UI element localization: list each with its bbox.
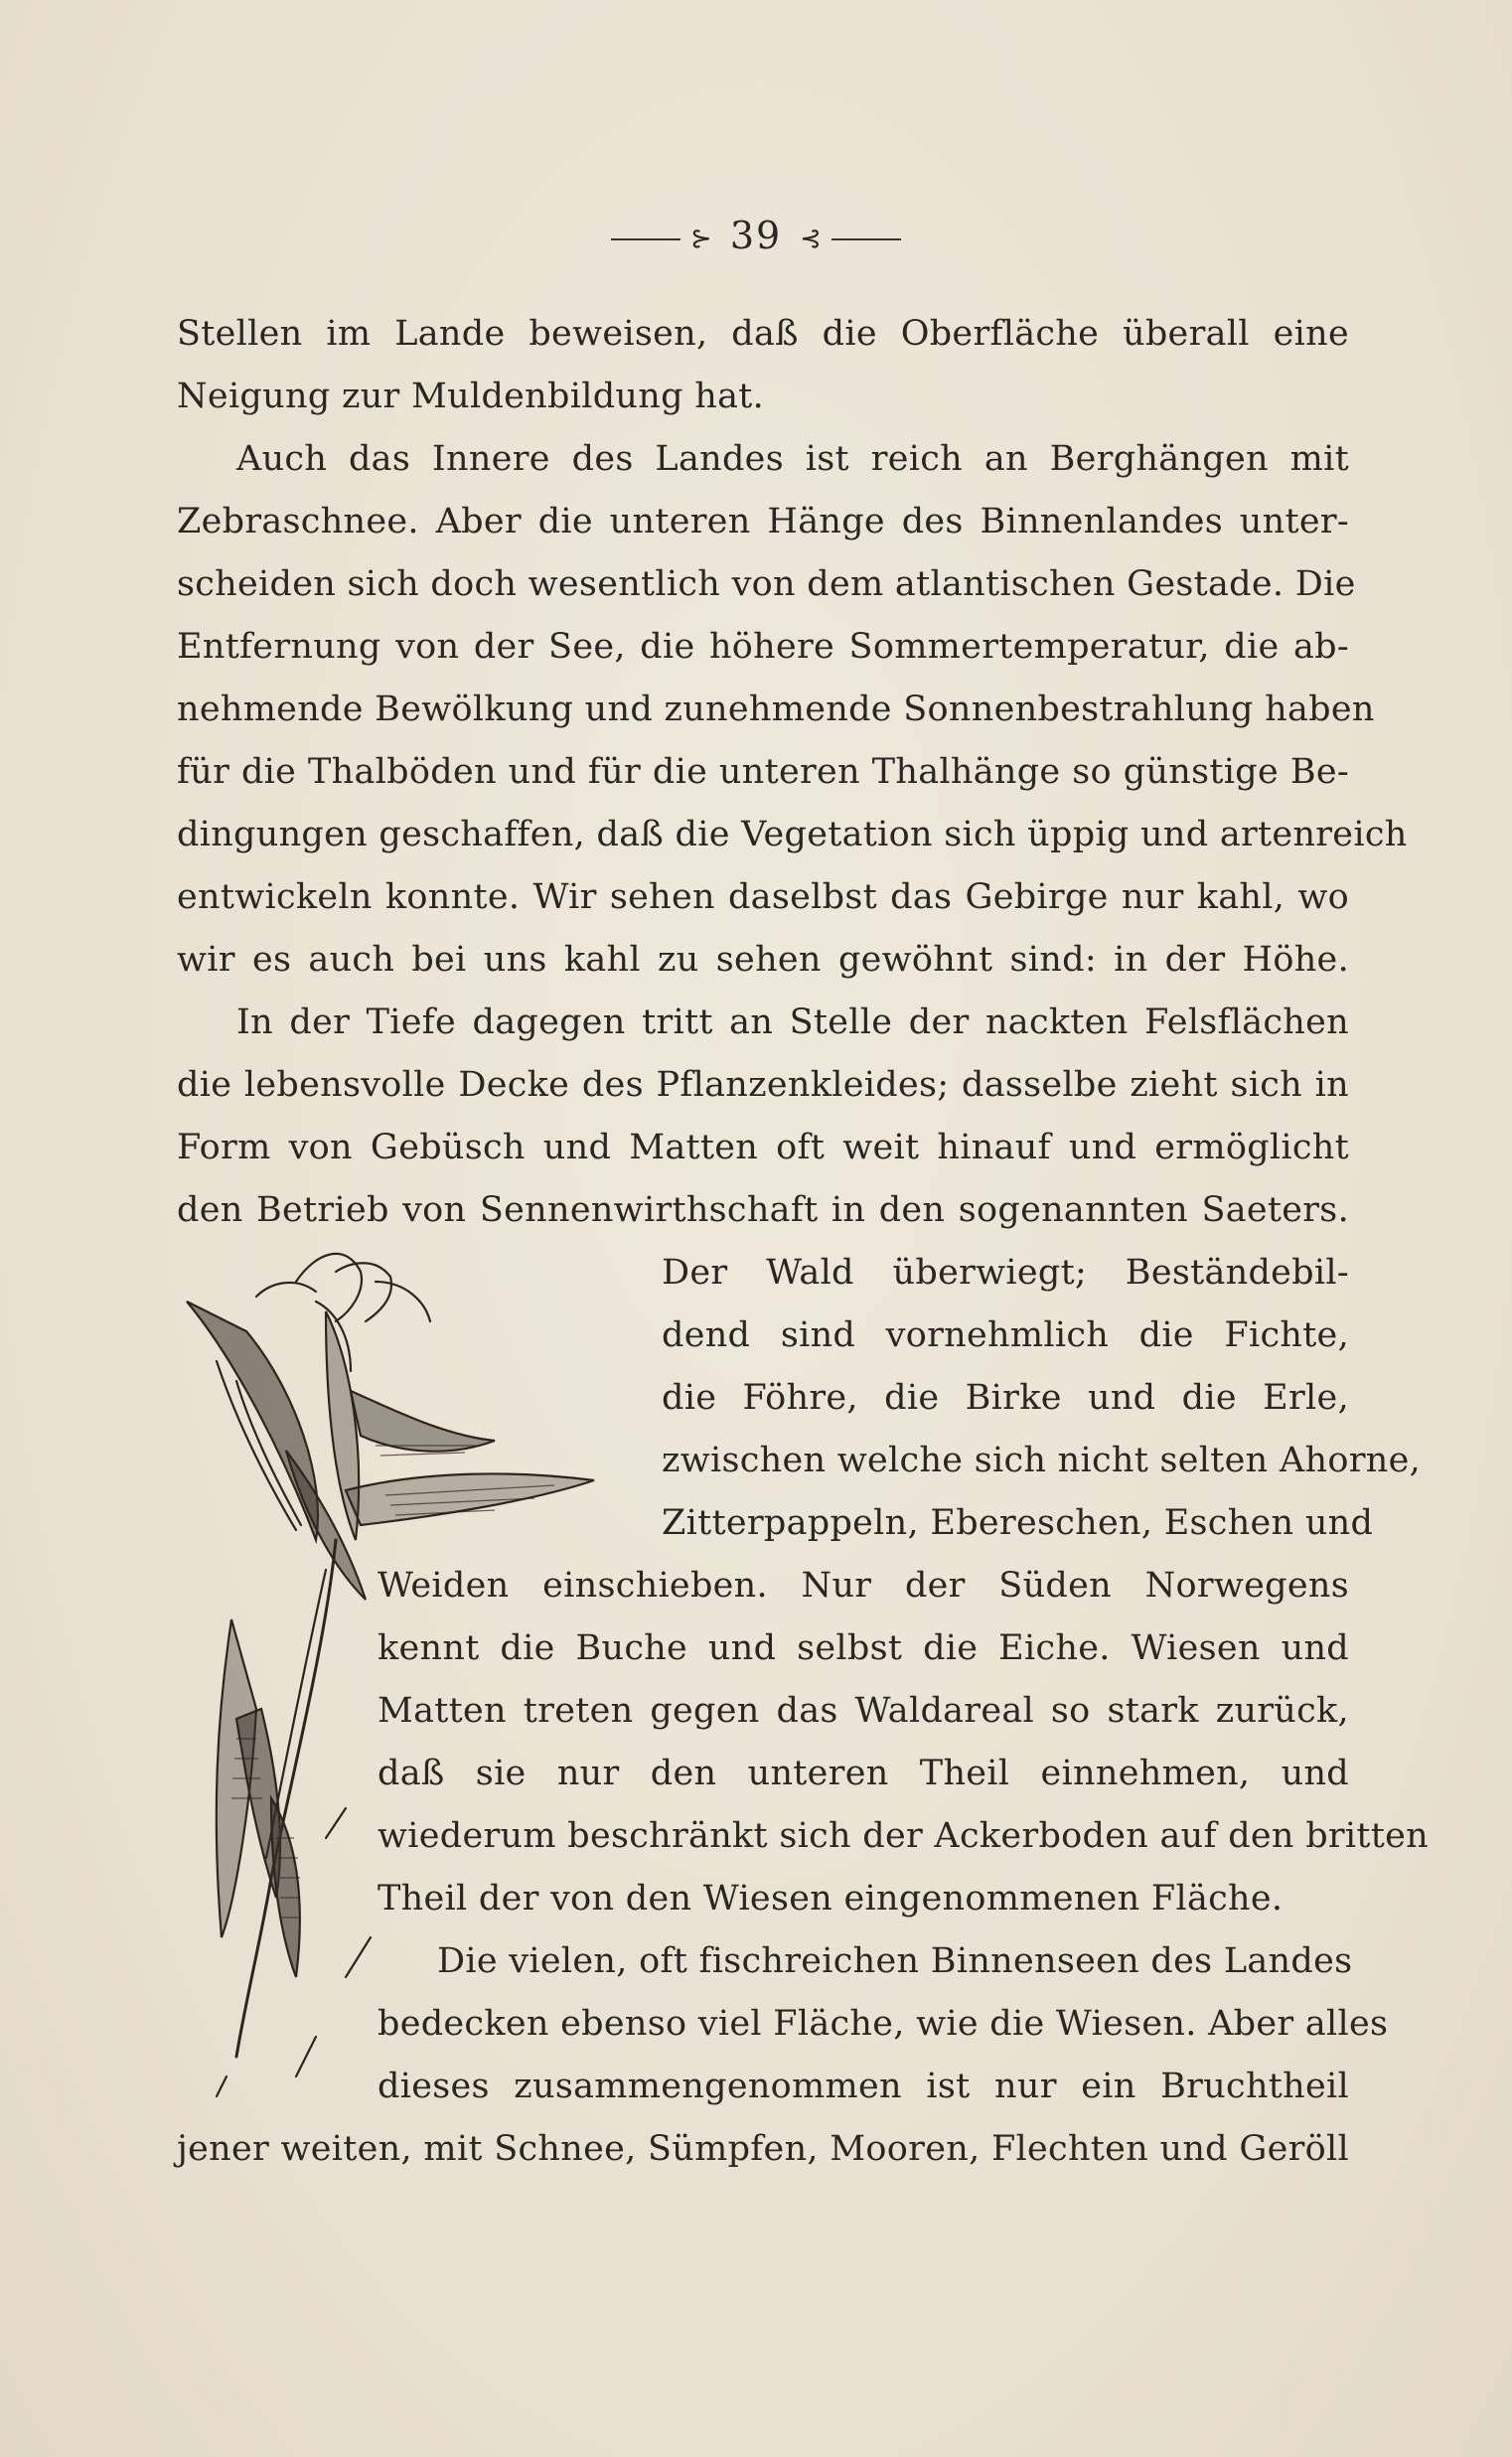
text-line: Auch das Innere des Landes ist reich an Berghängen mit <box>236 439 1349 479</box>
ornament-left-icon: ⊱ <box>690 224 712 254</box>
text-line: nehmende Bewölkung und zunehmende Sonnenbestrahlung haben <box>177 690 1375 729</box>
text-line: Die vielen, oft fischreichen Binnenseen des Landes <box>437 1941 1353 1981</box>
text-line: dend sind vornehmlich die Fichte, <box>662 1315 1349 1355</box>
text-line: kennt die Buche und selbst die Eiche. Wiesen und <box>378 1628 1349 1668</box>
text-line: Zitterpappeln, Ebereschen, Eschen und <box>662 1503 1374 1543</box>
text-line: Theil der von den Wiesen eingenommenen Fläche. <box>378 1879 1284 1919</box>
page-number: 39 <box>729 214 783 257</box>
text-line: Matten treten gegen das Waldareal so stark zurück, <box>378 1691 1349 1731</box>
text-line: jener weiten, mit Schnee, Sümpfen, Mooren, Flechten und Geröll <box>177 2129 1349 2169</box>
text-line: scheiden sich doch wesentlich von dem atlantischen Gestade. Die <box>177 564 1356 604</box>
text-line: Form von Gebüsch und Matten oft weit hinauf und ermöglicht <box>177 1128 1349 1167</box>
text-line: zwischen welche sich nicht selten Ahorne, <box>662 1441 1422 1480</box>
text-line: In der Tiefe dagegen tritt an Stelle der nackten Felsflächen <box>236 1002 1349 1042</box>
text-line: Stellen im Lande beweisen, daß die Oberfläche überall eine <box>177 314 1349 354</box>
plant-illustration <box>177 1242 674 2116</box>
text-line: dieses zusammengenommen ist nur ein Bruchtheil <box>378 2067 1349 2106</box>
text-line: wir es auch bei uns kahl zu sehen gewöhnt sind: in der Höhe. <box>177 940 1349 980</box>
text-line: Zebraschnee. Aber die unteren Hänge des Binnenlandes unter- <box>177 502 1349 541</box>
text-line: wiederum beschränkt sich der Ackerboden auf den britten <box>378 1816 1430 1856</box>
text-line: Entfernung von der See, die höhere Sommertemperatur, die ab- <box>177 627 1349 667</box>
text-line: Weiden einschieben. Nur der Süden Norwegens <box>378 1566 1349 1606</box>
page-header <box>0 211 1512 264</box>
text-line: Neigung zur Muldenbildung hat. <box>177 377 765 416</box>
header-rule-left <box>611 238 680 240</box>
text-line: Der Wald überwiegt; Beständebil- <box>662 1253 1349 1293</box>
text-line: dingungen geschaffen, daß die Vegetation sich üppig und artenreich <box>177 815 1408 854</box>
header-rule-right <box>832 238 901 240</box>
text-line: die lebensvolle Decke des Pflanzenkleides; dasselbe zieht sich in <box>177 1065 1349 1105</box>
text-line: entwickeln konnte. Wir sehen daselbst das Gebirge nur kahl, wo <box>177 877 1349 917</box>
text-line: die Föhre, die Birke und die Erle, <box>662 1378 1349 1418</box>
text-line: den Betrieb von Sennenwirthschaft in den sogenannten Saeters. <box>177 1190 1349 1230</box>
text-line: daß sie nur den unteren Theil einnehmen, und <box>378 1754 1349 1793</box>
text-line: für die Thalböden und für die unteren Thalhänge so günstige Be- <box>177 752 1349 792</box>
ornament-right-icon: ⊰ <box>800 224 822 254</box>
text-line: bedecken ebenso viel Fläche, wie die Wiesen. Aber alles <box>378 2004 1389 2044</box>
